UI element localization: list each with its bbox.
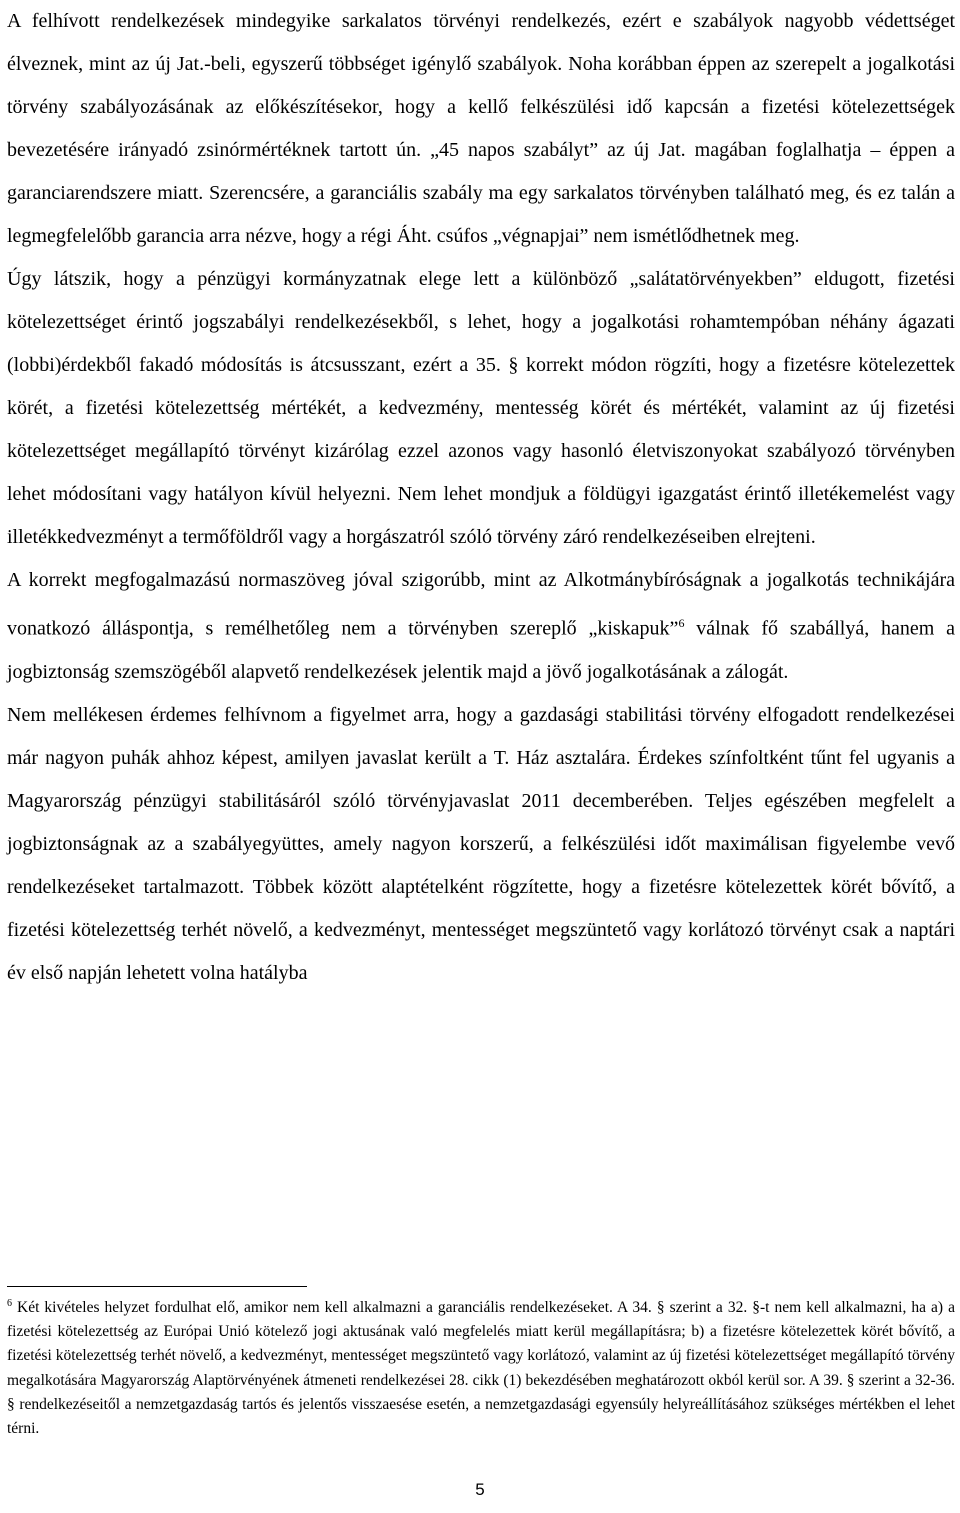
paragraph-3 xyxy=(7,559,955,694)
footnote-text: Két kivételes helyzet fordulhat elő, amikor nem kell alkalmazni a garanciális rendelkezéseket. A 34. § szerint a 32. §-t nem kell alkalmazni, ha a) a fizetési kötelezettség az Európai Unió kötelező jogi aktusának való megfelelés miatt kerül megállapításra; b) a fizetésre kötelezettek körét bővítő, a fizetési kötelezettség terhét növelő, a kedvezményt, mentességet megszüntető vagy korlátozó, valamint az új fizetési kötelezettséget megállapító törvény megalkotására Magyarország Alaptörvényének átmeneti rendelkezései 28. cikk (1) bekezdésében meghatározott okból kerül sor. A 39. § szerint a 32-36. § rendelkezéseitől a nemzetgazdaság tartós és jelentős visszaesése esetén, a nemzetgazdasági egyensúly helyreállításához szükséges mértékben el lehet térni. xyxy=(7,1299,955,1438)
paragraph-4: Nem mellékesen érdemes felhívnom a figyelmet arra, hogy a gazdasági stabilitási törvény elfogadott rendelkezései már nagyon puhák ahhoz képest, amilyen javaslat került a T. Ház asztalára. Érdekes színfoltként tűnt fel ugyanis a Magyarország pénzügyi stabilitásáról szóló törvényjavaslat 2011 decemberében. Teljes egészében megfelelt a jogbiztonságnak az a szabályegyüttes, amely nagyon korszerű, a felkészülési időt maximálisan figyelembe vevő rendelkezéseket tartalmazott. Többek között alaptételként rögzítette, hogy a fizetésre kötelezettek körét bővítő, a fizetési kötelezettség terhét növelő, a kedvezményt, mentességet megszüntető vagy korlátozó törvényt csak a naptári év első napján lehetett volna hatályba xyxy=(7,703,955,984)
footnote xyxy=(7,1296,955,1441)
footnote-reference[interactable]: 6 xyxy=(678,616,685,630)
paragraph-3-before: A korrekt megfogalmazású normaszöveg jóval szigorúbb, mint az Alkotmánybíróságnak a jogalkotás technikájára vonatkozó álláspontja, s remélhetőleg nem a törvényben szereplő „kiskapuk” xyxy=(7,569,955,640)
page-number: 5 xyxy=(475,1480,485,1499)
paragraph-3-after: válnak fő szabállyá, hanem a jogbiztonság szemszögéből alapvető rendelkezések jelentik majd a jövő jogalkotásának a zálogát. xyxy=(7,617,956,683)
paragraph-1: A felhívott rendelkezések mindegyike sarkalatos törvényi rendelkezés, ezért e szabályok nagyobb védettséget élveznek, mint az új Jat.-beli, egyszerű többséget igénylő szabályok. Noha korábban éppen az szerepelt a jogalkotási törvény szabályozásának az előkészítésekor, hogy a kellő felkészülési idő kapcsán a fizetési kötelezettségek bevezetésére irányadó zsinórmértéknek tartott ún. „45 napos szabályt” az új Jat. magában foglalhatja – éppen a garanciarendszere miatt. Szerencsére, a garanciális szabály ma egy sarkalatos törvényben található meg, és ez talán a legmegfelelőbb garancia arra nézve, hogy a régi Áht. csúfos „végnapjai” nem ismétlődhetnek meg. xyxy=(7,10,955,247)
footnote-separator xyxy=(7,1286,307,1287)
body-text xyxy=(7,0,955,995)
footnote-number: 6 xyxy=(7,1297,12,1309)
paragraph-2: Úgy látszik, hogy a pénzügyi kormányzatnak elege lett a különböző „salátatörvényekben” eldugott, fizetési kötelezettséget érintő jogszabályi rendelkezésekből, s lehet, hogy a jogalkotási rohamtempóban néhány ágazati (lobbi)érdekből fakadó módosítás is átcsusszant, ezért a 35. § korrekt módon rögzíti, hogy a fizetésre kötelezettek körét, a fizetési kötelezettség mértékét, a kedvezmény, mentesség körét és mértékét, valamint az új fizetési kötelezettséget megállapító törvényt kizárólag ezzel azonos vagy hasonló életviszonyokat szabályozó törvényben lehet módosítani vagy hatályon kívül helyezni. Nem lehet mondjuk a földügyi igazgatást érintő illetékemelést vagy illetékkedvezményt a termőföldről vagy a horgászatról szóló törvény záró rendelkezéseiben elrejteni. xyxy=(7,268,955,548)
